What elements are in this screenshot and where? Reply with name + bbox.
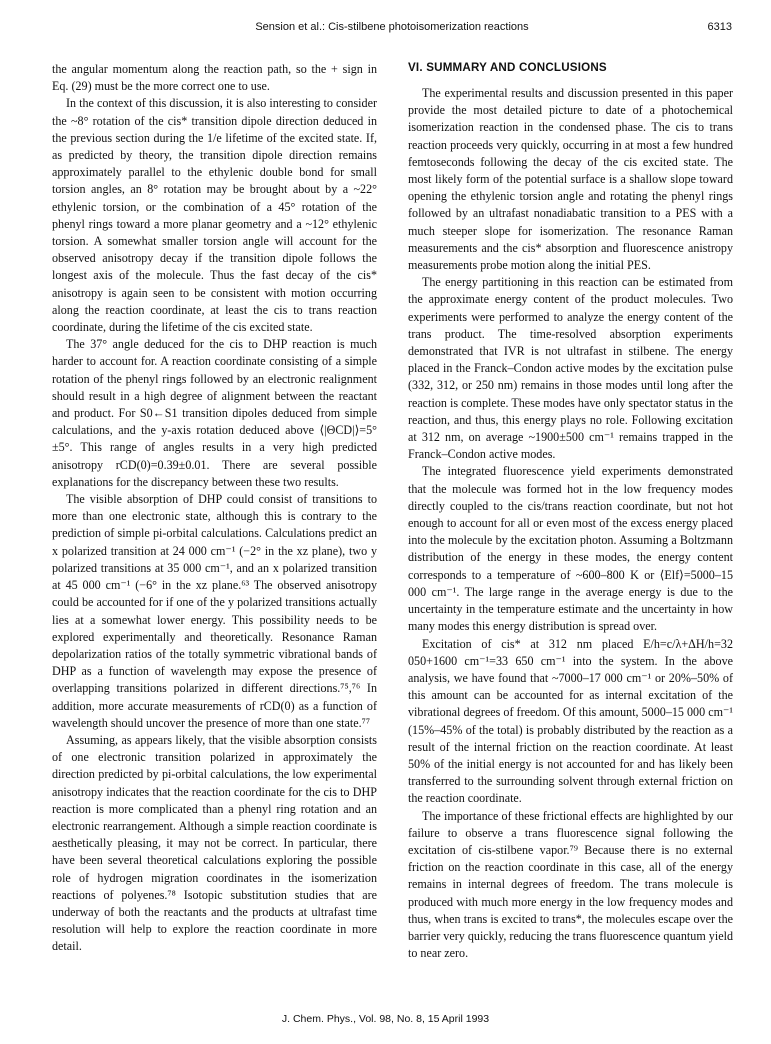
- paragraph: The experimental results and discussion presented in this paper provide the most detailed picture to date of a photochemical isomerization reaction in the condensed phase. The cis to trans reaction proceeds very quickly, occurring in at most a few hundred femtoseconds following the decay of the cis excited state. The most likely form of the potential surface is a shallow slope toward opening the ethylenic torsion angle and rotating the phenyl rings followed by an ultrafast nonadiabatic transition to a PES with a much steeper slope for isomerization. The resonance Raman measurements and the cis* absorption and fluorescence anistropy measurements probe motion along the initial PES.: [408, 86, 733, 273]
- paragraph: The energy partitioning in this reaction can be estimated from the approximate energy content of the product molecules. Two experiments were performed to analyze the energy content of the trans product. The time-resolved absorption experiments demonstrated that IVR is not ultrafast in stilbene. The energy placed in the Franck–Condon active modes by the excitation pulse (332, 312, or 250 nm) remains in those modes until long after the reaction is complete. These modes have only spectator status in the reaction, and thus, this energy plays no role. Following excitation at 312 nm, on average ~1900±500 cm⁻¹ remains trapped in the Franck–Condon active modes.: [408, 275, 733, 462]
- paragraph: the angular momentum along the reaction path, so the + sign in Eq. (29) must be the more correct one to use.: [52, 62, 377, 94]
- running-title: Sension et al.: Cis-stilbene photoisomerization reactions: [255, 21, 529, 33]
- paragraph: The visible absorption of DHP could consist of transitions to more than one electronic state, although this is contrary to the prediction of simple pi-orbital calculations. Calculations predict an x polarized transition at 24 000 cm⁻¹ (−2° in the xz plane), two y polarized transitions at 35 000 cm⁻¹, and an x polarized transition at 45 000 cm⁻¹ (−6° in the xz plane.⁶³ The observed anisotropy could be accounted for if one of the y polarized transitions actually lies at a somewhat lower energy. This possibility needs to be explored experimentally and theoretically. Resonance Raman depolarization ratios of the totally symmetric vibrational bands of DHP as a function of wavelength may expose the presence of overlapping transitions polarized in different directions.⁷⁵,⁷⁶ In addition, more accurate measurements of rCD(0) as a function of wavelength should uncover the presence of more than one state.⁷⁷: [52, 492, 377, 730]
- paragraph: The 37° angle deduced for the cis to DHP reaction is much harder to account for. A reaction coordinate consisting of a simple rotation of the phenyl rings followed by an electronic realignment should result in a high degree of alignment between the reactant and product. For S0←S1 transition dipoles deduced from simple calculations, and the y-axis rotation deduced above ⟨|ΘCD|⟩=5°±5°. This range of angles results in a very high predicted anisotropy rCD(0)=0.39±0.01. There are several possible explanations for the discrepancy between these two results.: [52, 337, 377, 489]
- paragraph: The integrated fluorescence yield experiments demonstrated that the molecule was formed hot in the low frequency modes directly coupled to the cis/trans reaction coordinate, but not hot enough to account for all or even most of the excess energy placed into the molecule by the excitation photon. Assuming a Boltzmann distribution of the energy in these modes, the energy content corresponds to a temperature of ~600–800 K or ⟨Elf⟩=5000–15 000 cm⁻¹. The large range in the average energy is due to the uncertainty in the temperature estimate and the uncertainty in how many modes this energy distribution is spread over.: [408, 464, 733, 634]
- paragraph: The importance of these frictional effects are highlighted by our failure to observe a trans fluorescence signal following the excitation of cis-stilbene vapor.⁷⁹ Because there is no external friction on the reaction coordinate in this case, all of the energy remains in internal degrees of freedom. The trans molecule is produced with much more energy in the low frequency modes and thus, when trans is excited to trans*, the molecules escape over the barrier very quickly, reducing the trans fluorescence quantum yield to near zero.: [408, 808, 733, 961]
- section-heading: VI. SUMMARY AND CONCLUSIONS: [408, 61, 607, 74]
- page-number: 6313: [707, 21, 732, 33]
- paragraph: In the context of this discussion, it is also interesting to consider the ~8° rotation of the cis* transition dipole direction deduced in the previous section during the 1/e lifetime of the excited state. If, as predicted by theory, the transition dipole direction remains approximately parallel to the ethylenic double bond for small torsion angles, an 8° rotation may be brought about by a ~22° ethylenic torsion, or the combination of a 45° rotation of the phenyl rings toward a more planar geometry and a ~12° ethylenic torsion. A somewhat smaller torsion angle will account for the observed anisotropy decay if the transition dipole follows the longest axis of the molecule. Thus the fast decay of the cis* anisotropy is again seen to be consistent with motion occurring along the reaction coordinate, at least the cis to trans reaction coordinate, during the lifetime of the cis excited state.: [52, 96, 377, 335]
- journal-citation: J. Chem. Phys., Vol. 98, No. 8, 15 April 1993: [281, 1013, 490, 1025]
- paragraph: Excitation of cis* at 312 nm placed E/h=c/λ+ΔH/h=32 050+1600 cm⁻¹=33 650 cm⁻¹ into the system. In the above analysis, we have found that ~7000–17 000 cm⁻¹ or 20%–50% of this amount can be accounted for as internal excitation of the vibrational degrees of freedom. Of this amount, 5000–15 000 cm⁻¹ (15%–45% of the total) is probably distributed by the reaction as a result of the internal friction on the reaction coordinate. At least 50% of the initial energy is not accounted for and has likely been transferred to the surrounding solvent through external friction on the reaction coordinate.: [408, 636, 733, 806]
- running-header: [52, 21, 732, 37]
- right-column: [408, 61, 733, 962]
- paragraph: Assuming, as appears likely, that the visible absorption consists of one electronic transition polarized in approximately the direction predicted by pi-orbital calculations, the low experimental anisotropy indicates that the reaction coordinate for the cis to DHP reaction is more complicated than a phenyl ring rotation and an electronic rearrangement. Although a simple reaction coordinate is aesthetically pleasing, it may not be correct. In particular, there have been several theoretical calculations exploring the possible role of hydrogen migration coordinates in the isomerization reactions of polyenes.⁷⁸ Isotopic substitution studies that are underway of both the reactants and the products at ultrafast time resolution will help to explore the reaction coordinate in more detail.: [52, 732, 377, 954]
- left-column: [52, 61, 377, 956]
